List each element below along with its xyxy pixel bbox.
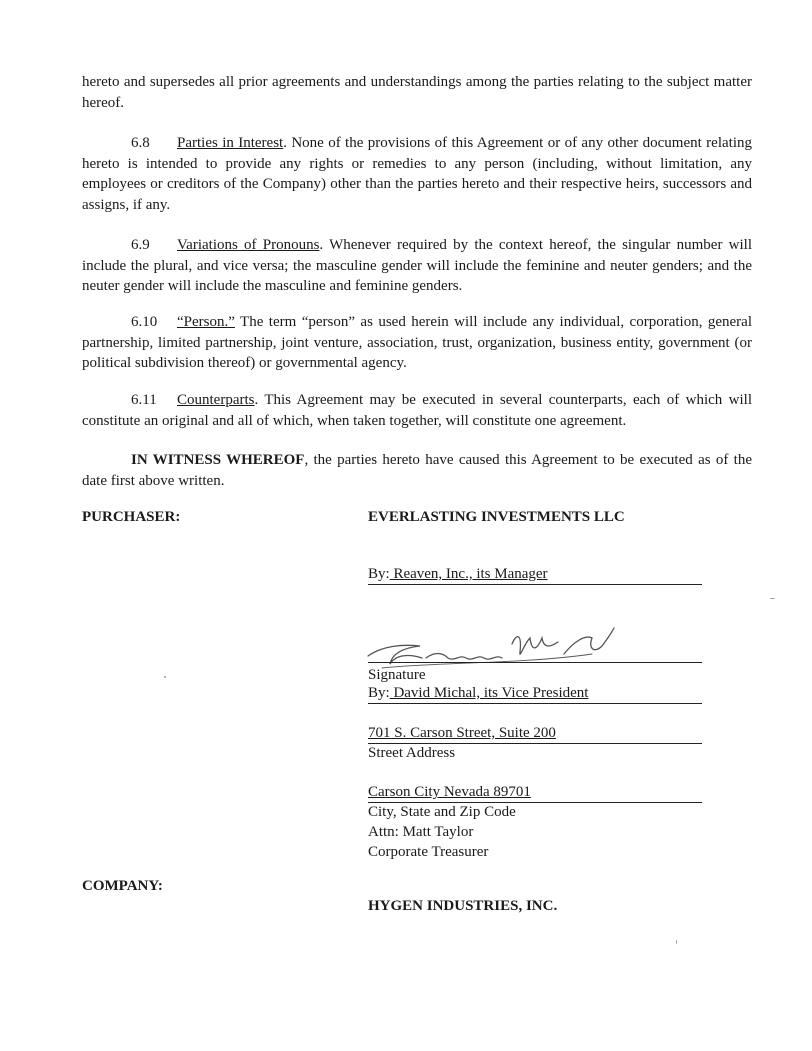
section-number: 6.8 xyxy=(131,135,150,151)
section-number: 6.11 xyxy=(131,392,157,408)
treasurer-title: Corporate Treasurer xyxy=(368,844,489,860)
section-number: 6.10 xyxy=(131,314,158,330)
purchaser-by-line xyxy=(368,566,702,585)
witness-lead: IN WITNESS WHEREOF xyxy=(131,452,305,468)
section-body: The term “person” as used herein will include any individual, corporation, general partnership, limited partnership, joint venture, association, trust, organization, business entity, government (or political subdivision thereof) or governmental agency. xyxy=(82,314,752,371)
section-6-9 xyxy=(82,235,752,297)
section-6-11 xyxy=(82,390,752,431)
city-value: Carson City Nevada 89701 xyxy=(368,784,531,800)
city-line xyxy=(368,784,702,803)
signer-value: David Michal, its Vice President xyxy=(389,685,589,701)
street-line xyxy=(368,725,702,744)
intro-text: hereto and supersedes all prior agreements and understandings among the parties relating to the subject matter hereof. xyxy=(82,74,752,111)
company-entity: HYGEN INDUSTRIES, INC. xyxy=(368,898,558,914)
witness-body: , the parties hereto have caused this Agreement to be executed as of the date first above written. xyxy=(82,452,752,489)
by-value: Reaven, Inc., its Manager xyxy=(389,566,548,582)
attn-line: Attn: Matt Taylor xyxy=(368,824,474,840)
section-body: . Whenever required by the context hereof, the singular number will include the plural, and vice versa; the masculine gender will include the feminine and neuter genders; and the neuter gender will include the masculine and feminine genders. xyxy=(82,237,752,294)
section-title: Counterparts xyxy=(177,392,255,408)
scan-speck xyxy=(770,598,775,599)
intro-paragraph xyxy=(82,72,752,113)
by-prefix: By: xyxy=(368,566,390,582)
witness-paragraph xyxy=(82,450,752,491)
section-title: Parties in Interest xyxy=(177,135,284,151)
signature-line xyxy=(368,644,702,663)
scan-speck xyxy=(676,940,677,944)
section-title: “Person.” xyxy=(177,314,235,330)
purchaser-label: PURCHASER: xyxy=(82,509,181,525)
section-6-8 xyxy=(82,133,752,215)
street-value: 701 S. Carson Street, Suite 200 xyxy=(368,725,556,741)
section-title: Variations of Pronouns xyxy=(177,237,320,253)
scan-speck xyxy=(164,676,166,678)
purchaser-entity: EVERLASTING INVESTMENTS LLC xyxy=(368,509,625,525)
signature-caption: Signature xyxy=(368,667,426,683)
signer-line xyxy=(368,685,702,704)
section-body: . None of the provisions of this Agreement or of any other document relating hereto is intended to provide any rights or remedies to any person (including, without limitation, any employees or creditors of the Company) other than the parties hereto and their respective heirs, successors and assigns, if any. xyxy=(82,135,752,213)
street-caption: Street Address xyxy=(368,745,456,761)
section-6-10 xyxy=(82,312,752,374)
section-body: . This Agreement may be executed in several counterparts, each of which will constitute an original and all of which, when taken together, will constitute one agreement. xyxy=(82,392,752,429)
signer-prefix: By: xyxy=(368,685,390,701)
company-label: COMPANY: xyxy=(82,878,163,894)
section-number: 6.9 xyxy=(131,237,150,253)
city-caption: City, State and Zip Code xyxy=(368,804,516,820)
